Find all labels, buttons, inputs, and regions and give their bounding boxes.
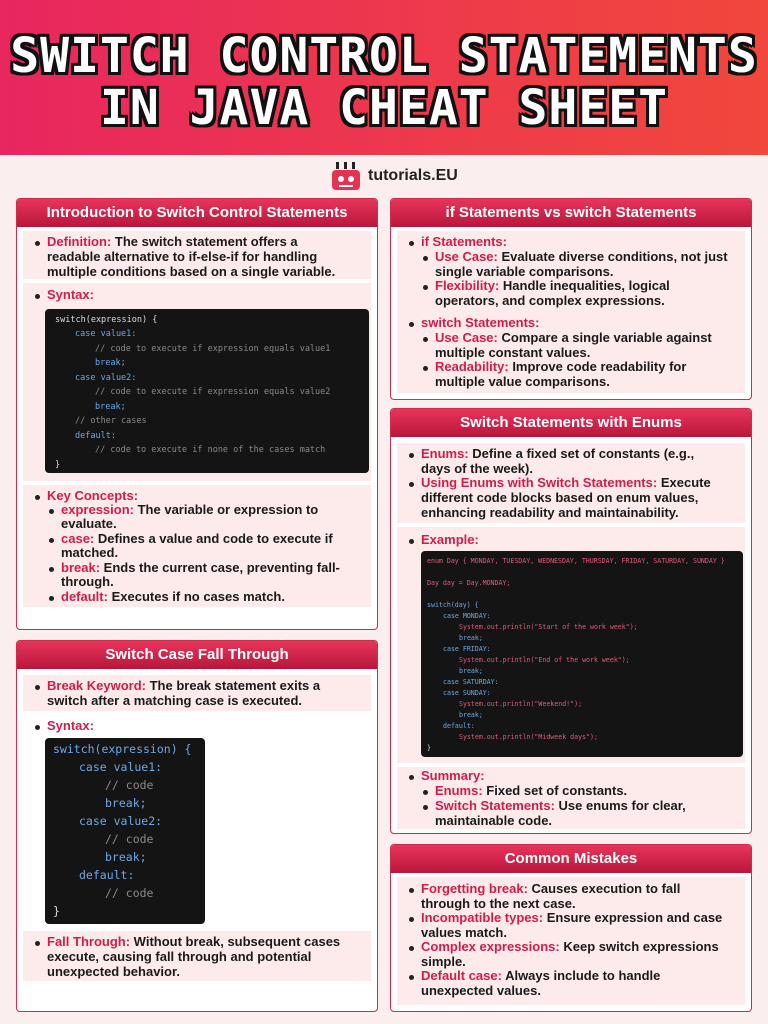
default-case-text: Always include to handle: [505, 968, 661, 983]
use-case-text-3: Compare a single variable against: [501, 330, 712, 345]
case-label: case:: [61, 531, 95, 546]
incompatible-types-text: Ensure expression and case: [546, 910, 723, 925]
code-line: switch(day) {: [427, 601, 479, 609]
definition-label: Definition:: [47, 234, 112, 249]
intro-code-block: [45, 309, 369, 473]
use-case-text: Evaluate diverse conditions, not just: [501, 249, 728, 264]
fall-through-label: Fall Through:: [47, 934, 131, 949]
enums-card-title: Switch Statements with Enums: [391, 409, 751, 437]
default-case-text-2: unexpected values.: [421, 983, 541, 998]
code-line: break;: [95, 358, 126, 368]
code-line: // code to execute if expression equals value2: [95, 387, 331, 397]
intro-card: [16, 198, 378, 630]
code-line: break;: [105, 796, 147, 810]
code-line: case MONDAY:: [443, 612, 491, 620]
fall-through-card-title: Switch Case Fall Through: [17, 641, 377, 669]
code-line: System.out.println("Weekend!");: [459, 700, 583, 708]
break-text-2: through.: [61, 574, 114, 589]
definition-text-3: multiple conditions based on a single variable.: [47, 264, 336, 279]
summary-switch-text-2: maintainable code.: [435, 813, 553, 828]
use-case-text-4: multiple constant values.: [435, 345, 591, 360]
readability-text-2: multiple value comparisons.: [435, 374, 610, 389]
summary-switch-text: Use enums for clear,: [558, 798, 686, 813]
incompatible-types-label: Incompatible types:: [421, 910, 544, 925]
if-vs-switch-title: if Statements vs switch Statements: [391, 199, 751, 227]
complex-expressions-text: Keep switch expressions: [563, 939, 719, 954]
code-line: // code: [105, 886, 154, 900]
code-line: // code: [105, 832, 154, 846]
code-line: switch(expression) {: [53, 742, 192, 756]
enums-text-2: days of the week).: [421, 461, 533, 476]
case-text-2: matched.: [61, 545, 119, 560]
code-line: System.out.println("Start of the work week");: [459, 623, 638, 631]
code-line: break;: [459, 711, 483, 719]
fall-through-text-2: execute, causing fall through and potential: [47, 949, 312, 964]
forgetting-break-text: Causes execution to fall: [531, 881, 681, 896]
code-line: Day day = Day.MONDAY;: [427, 579, 511, 587]
use-case-label: Use Case:: [435, 249, 498, 264]
code-line: default:: [75, 431, 116, 441]
flexibility-label: Flexibility:: [435, 278, 500, 293]
using-enums-label: Using Enums with Switch Statements:: [421, 475, 658, 490]
code-line: System.out.println("End of the work week");: [459, 656, 630, 664]
code-line: }: [53, 904, 60, 918]
break-label: break:: [61, 560, 101, 575]
default-label: default:: [61, 589, 108, 604]
break-keyword-text-2: switch after a matching case is executed.: [47, 693, 303, 708]
complex-expressions-label: Complex expressions:: [421, 939, 560, 954]
code-line: case value1:: [79, 760, 163, 774]
code-line: case SATURDAY:: [443, 678, 499, 686]
logo-text: tutorials.EU: [368, 167, 458, 184]
code-line: default:: [79, 868, 135, 882]
readability-label: Readability:: [435, 359, 509, 374]
summary-switch-label: Switch Statements:: [435, 798, 555, 813]
forgetting-break-text-2: through to the next case.: [421, 896, 576, 911]
code-line: case value2:: [79, 814, 163, 828]
case-text: Defines a value and code to execute if: [97, 531, 333, 546]
incompatible-types-text-2: values match.: [421, 925, 507, 940]
expression-text-2: evaluate.: [61, 516, 117, 531]
flexibility-text: Handle inequalities, logical: [502, 278, 670, 293]
summary-enums-text: Fixed set of constants.: [486, 783, 628, 798]
intro-card-title: Introduction to Switch Control Statements: [17, 199, 377, 227]
fall-through-text-3: unexpected behavior.: [47, 964, 180, 979]
tutorials-logo-icon: [330, 160, 362, 192]
code-line: case value1:: [75, 329, 137, 339]
default-text: Executes if no cases match.: [111, 589, 285, 604]
readability-text: Improve code readability for: [512, 359, 687, 374]
definition-text-2: readable alternative to if-else-if for handling: [47, 249, 318, 264]
header-banner: [0, 0, 768, 155]
enums-code-block: [421, 551, 743, 757]
code-line: // code: [105, 778, 154, 792]
code-line: break;: [459, 667, 483, 675]
break-keyword-text: The break statement exits a: [149, 678, 321, 693]
key-concepts-label: Key Concepts:: [47, 488, 139, 503]
code-line: }: [427, 744, 431, 752]
code-line: enum Day { MONDAY, TUESDAY, WEDNESDAY, THURSDAY, FRIDAY, SATURDAY, SUNDAY }: [427, 557, 725, 565]
expression-text: The variable or expression to: [137, 502, 319, 517]
break-keyword-label: Break Keyword:: [47, 678, 146, 693]
code-line: case SUNDAY:: [443, 689, 491, 697]
common-mistakes-title: Common Mistakes: [391, 845, 751, 873]
using-enums-text-3: enhancing readability and maintainability.: [421, 505, 679, 520]
logo: [330, 156, 458, 196]
code-line: break;: [105, 850, 147, 864]
code-line: System.out.println("Midweek days");: [459, 733, 598, 741]
complex-expressions-text-2: simple.: [421, 954, 466, 969]
enums-card: [390, 408, 752, 834]
summary-enums-label: Enums:: [435, 783, 483, 798]
example-label: Example:: [421, 532, 479, 547]
use-case-label-2: Use Case:: [435, 330, 498, 345]
fall-through-text: Without break, subsequent cases: [133, 934, 341, 949]
using-enums-text-2: different code blocks based on enum values,: [421, 490, 699, 505]
using-enums-text: Execute: [660, 475, 711, 490]
if-statements-label: if Statements:: [421, 234, 507, 249]
fall-through-card: [16, 640, 378, 1012]
if-vs-switch-card: [390, 198, 752, 400]
code-line: case FRIDAY:: [443, 645, 491, 653]
summary-label: Summary:: [421, 768, 485, 783]
enums-text: Define a fixed set of constants (e.g.,: [472, 446, 695, 461]
forgetting-break-label: Forgetting break:: [421, 881, 528, 896]
page-title-line1: SWITCH CONTROL STATEMENTS: [10, 28, 758, 84]
fall-code-block: [45, 738, 205, 924]
code-line: // code to execute if none of the cases match: [95, 445, 326, 455]
enums-label: Enums:: [421, 446, 469, 461]
switch-statements-label: switch Statements:: [421, 315, 540, 330]
code-line: default:: [443, 722, 475, 730]
code-line: // code to execute if expression equals value1: [95, 344, 331, 354]
syntax-label: Syntax:: [47, 287, 94, 302]
code-line: break;: [459, 634, 483, 642]
break-text: Ends the current case, preventing fall-: [103, 560, 340, 575]
fall-syntax-label: Syntax:: [47, 718, 94, 733]
use-case-text-2: single variable comparisons.: [435, 264, 614, 279]
flexibility-text-2: operators, and complex expressions.: [435, 293, 665, 308]
code-line: }: [55, 460, 61, 470]
page-title-line2: IN JAVA CHEAT SHEET: [99, 80, 669, 136]
code-line: break;: [95, 402, 126, 412]
code-line: // other cases: [75, 416, 147, 426]
common-mistakes-card: [390, 844, 752, 1012]
code-line: switch(expression) {: [55, 315, 158, 325]
code-line: case value2:: [75, 373, 137, 383]
definition-text-1: The switch statement offers a: [114, 234, 298, 249]
default-case-label: Default case:: [421, 968, 502, 983]
expression-label: expression:: [61, 502, 134, 517]
